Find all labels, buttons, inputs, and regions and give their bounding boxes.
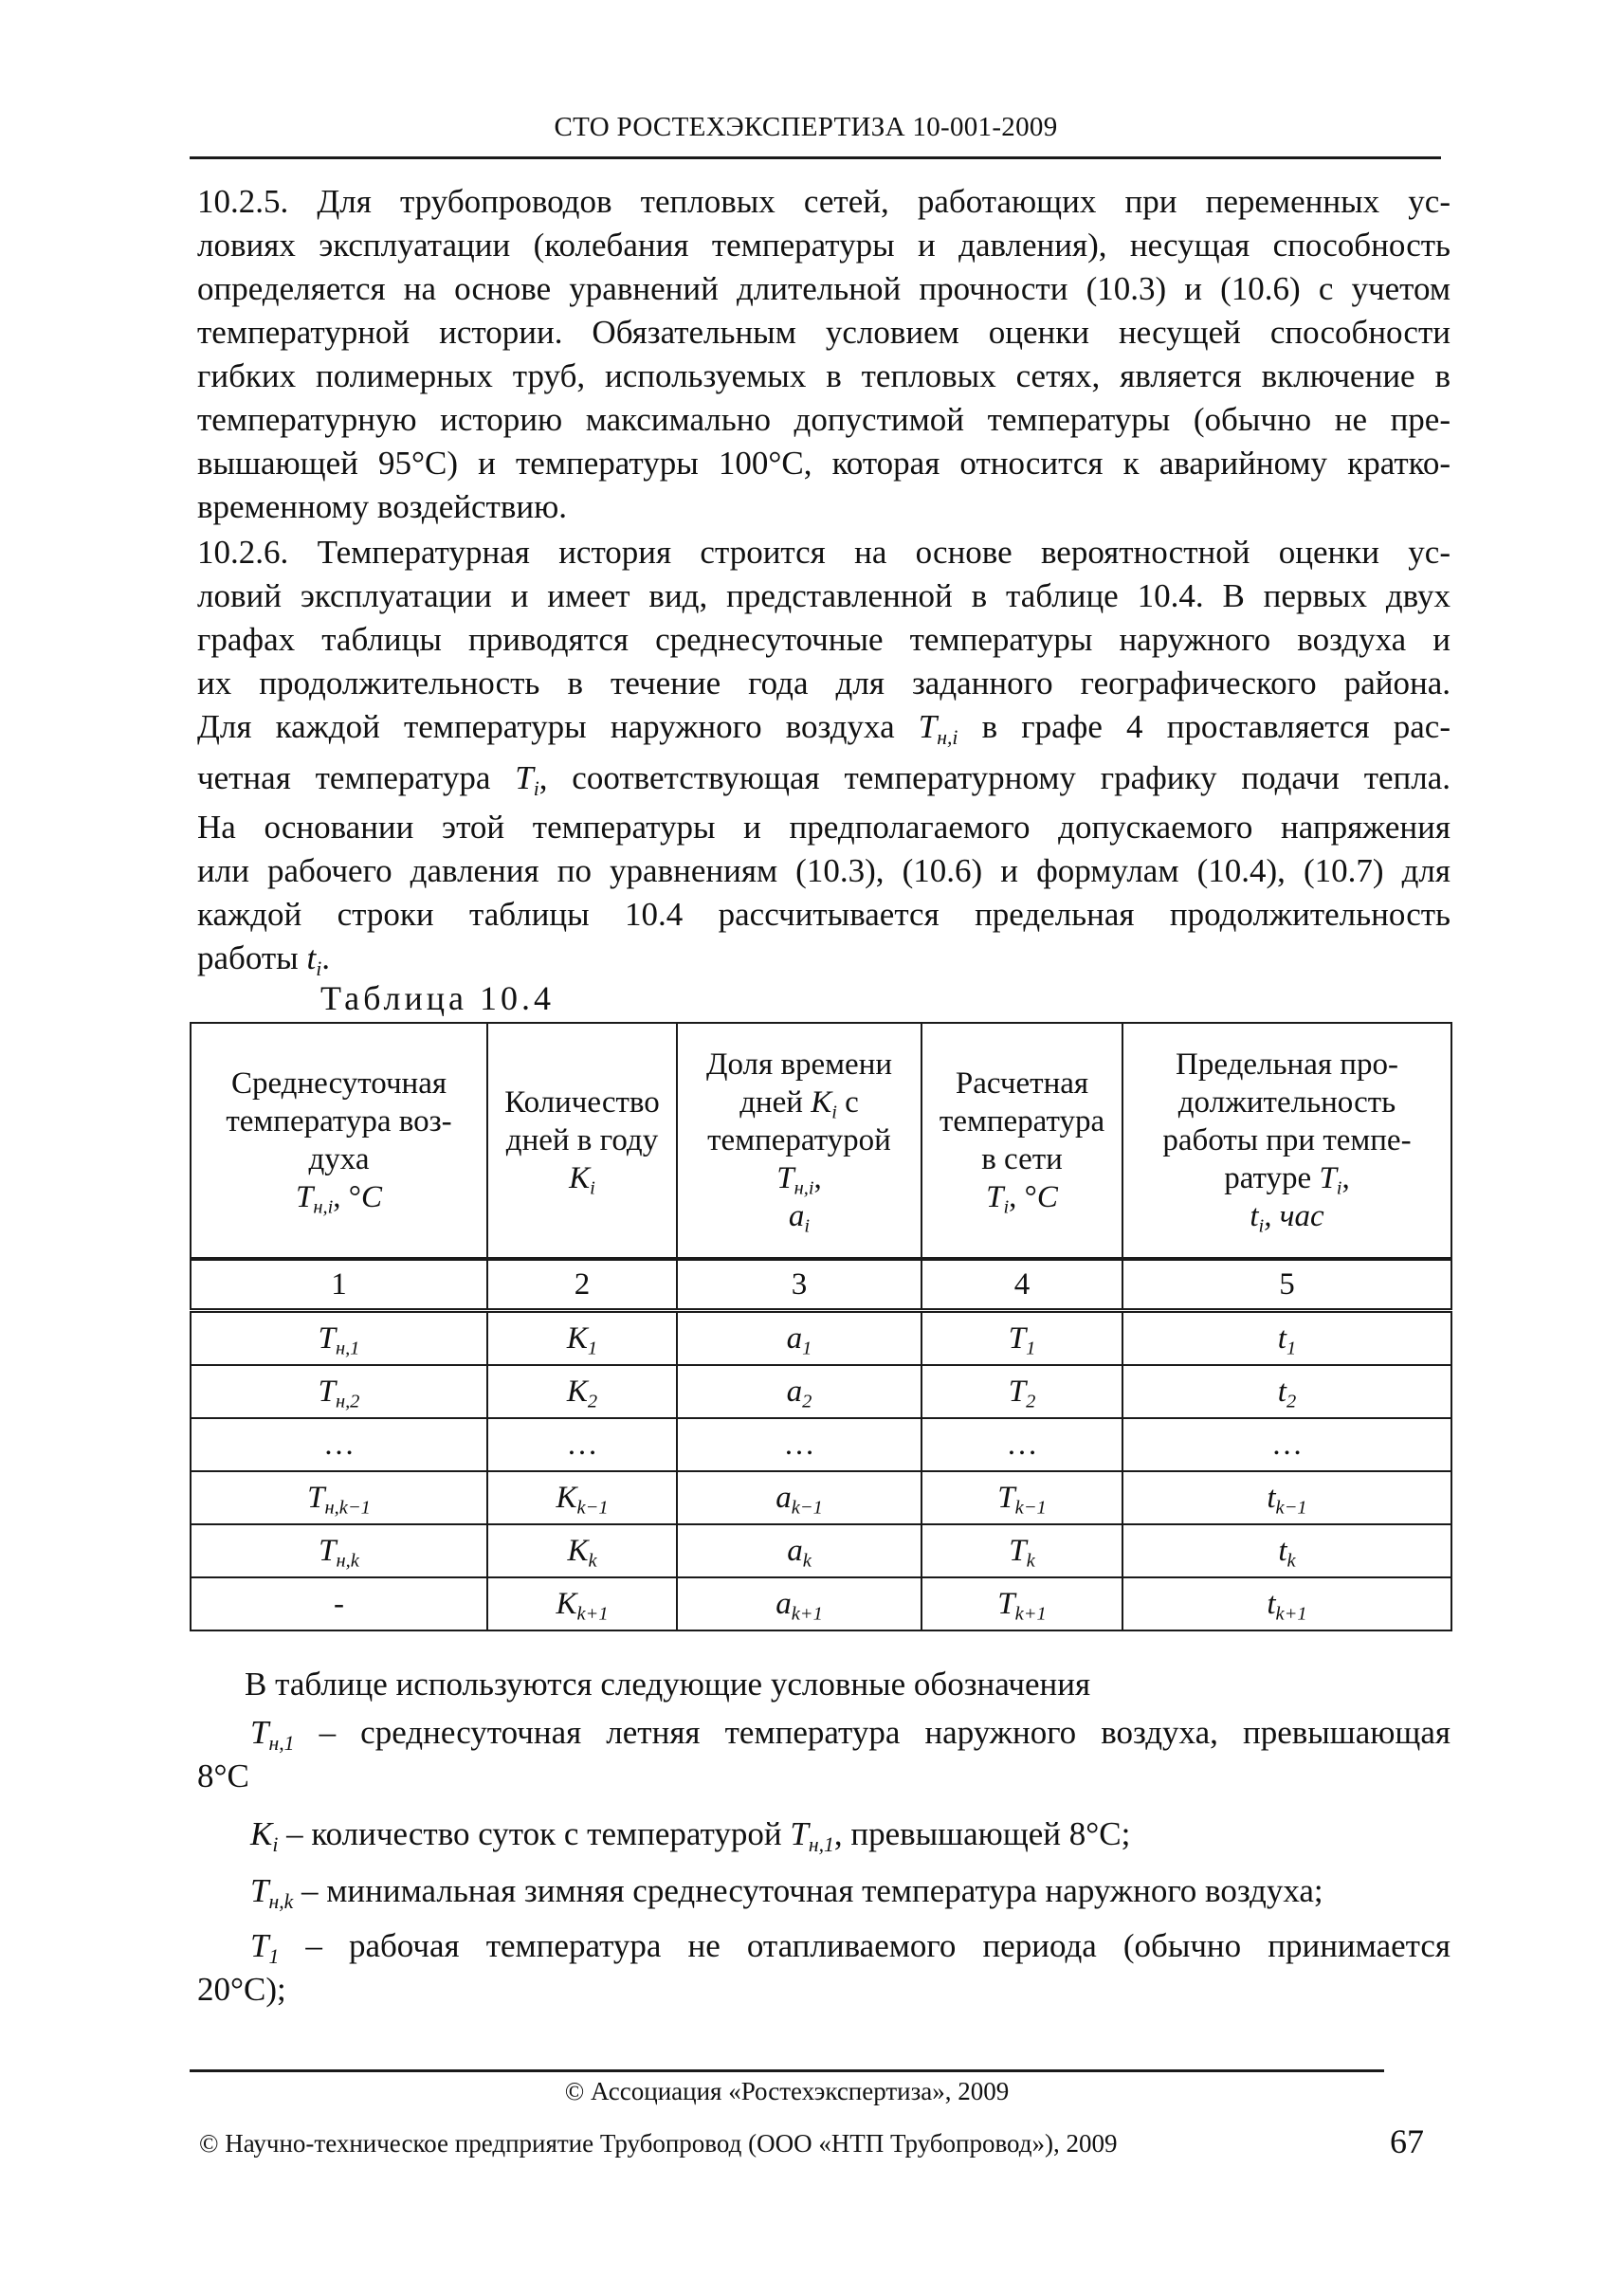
paragraph-10-2-5: [197, 180, 1451, 529]
header-time-fraction: Доля времени дней $K_i$ с температурой $T_{н,i}$, $a_i$: [677, 1023, 921, 1259]
document-header: СТО РОСТЕХЭКСПЕРТИЗА 10-001-2009: [554, 112, 1058, 142]
text-line: На основании этой температуры и предполагаемого допускаемого напряжения: [197, 809, 1451, 846]
text-line: гибких полимерных труб, используемых в тепловых сетях, является включение в: [197, 357, 1451, 394]
footer-copyright-association: © Ассоциация «Ростехэкспертиза», 2009: [564, 2077, 1010, 2105]
column-number-row: [191, 1259, 1451, 1311]
header-rule: [190, 156, 1441, 159]
paragraph-10-2-6: [197, 531, 1451, 980]
text-line-with-formula: Для каждой температуры наружного воздуха $T_{н,i}$ в графе 4 проставляется рас-: [197, 708, 1451, 749]
text-line: временному воздействию.: [197, 488, 567, 525]
text-line: ловиях эксплуатации (колебания температуры и давления), несущая способность: [197, 227, 1451, 264]
column-number: 3: [677, 1259, 921, 1311]
legend-item: $K_i$ – количество суток с температурой $T_{н,1}$, превышающей 8°С;: [250, 1815, 1131, 1856]
page-number: 67: [1390, 2122, 1424, 2160]
column-number: 5: [1122, 1259, 1451, 1311]
text-line: температурную историю максимально допустимой температуры (обычно не пре-: [197, 401, 1451, 438]
text-line-with-formula: работы $t_i$.: [197, 939, 330, 980]
text-line: температурной истории. Обязательным условием оценки несущей способности: [197, 314, 1451, 351]
legend-item: $T_{н,k}$ – минимальная зимняя среднесуточная температура наружного воздуха;: [250, 1872, 1323, 1913]
text-line: или рабочего давления по уравнениям (10.3), (10.6) и формулам (10.4), (10.7) для: [197, 852, 1451, 889]
text-line-with-formula: четная температура $T_i$, соответствующая температурному графику подачи тепла.: [197, 759, 1451, 800]
temperature-history-table: [190, 1022, 1452, 1631]
text-line: 10.2.6. Температурная история строится на основе вероятностной оценки ус-: [197, 534, 1451, 571]
text-line: ловий эксплуатации и имеет вид, представленной в таблице 10.4. В первых двух: [197, 577, 1451, 614]
legend-item: $T_1$ – рабочая температура не отапливаемого периода (обычно принимается 20°С);: [197, 1927, 1451, 2008]
table-row-ellipsis: … … … … …: [191, 1418, 1451, 1471]
text-line: 10.2.5. Для трубопроводов тепловых сетей, работающих при переменных ус-: [197, 183, 1451, 220]
symbol-t-small-i: $t_i$: [306, 939, 322, 980]
footer-copyright-ntp: © Научно-техническое предприятие Трубопровод (ООО «НТП Трубопровод»), 2009: [199, 2129, 1118, 2158]
table-row: $T_{н,2}$ $K_2$ $a_2$ $T_2$ $t_2$: [191, 1365, 1451, 1418]
legend-item: $T_{н,1}$ – среднесуточная летняя температура наружного воздуха, превышающая 8°С: [197, 1714, 1451, 1794]
header-limit-duration: Предельная про- должительность работы при темпе- ратуре $T_i$, $t_i$, час: [1122, 1023, 1451, 1259]
column-number: 1: [191, 1259, 487, 1311]
text-line: их продолжительность в течение года для заданного географического района.: [197, 665, 1451, 701]
table-row: $T_{н,k-1}$ $K_{k-1}$ $a_{k-1}$ $T_{k-1}$ $t_{k-1}$: [191, 1471, 1451, 1524]
column-number: 2: [487, 1259, 677, 1311]
text-line: определяется на основе уравнений длительной прочности (10.3) и (10.6) с учетом: [197, 270, 1451, 307]
table-caption: Таблица 10.4: [320, 979, 555, 1017]
symbol-t-i: $T_i$: [515, 759, 539, 800]
symbol-t-n-i: $T_{н,i}$: [918, 708, 958, 749]
header-avg-daily-temperature: Среднесуточная температура воз- духа $T_{н,i}$, °C: [191, 1023, 487, 1259]
table-row: - $K_{k+1}$ $a_{k+1}$ $T_{k+1}$ $t_{k+1}$: [191, 1577, 1451, 1630]
column-number: 4: [921, 1259, 1122, 1311]
legend-title: В таблице используются следующие условные обозначения: [245, 1666, 1091, 1703]
text-line: вышающей 95°С) и температуры 100°С, которая относится к аварийному кратко-: [197, 445, 1451, 482]
header-calculated-temperature: Расчетная температура в сети $T_i$, °C: [921, 1023, 1122, 1259]
table-row: $T_{н,k}$ $K_k$ $a_k$ $T_k$ $t_k$: [191, 1524, 1451, 1577]
table-row: $T_{н,1}$ $K_1$ $a_1$ $T_1$ $t_1$: [191, 1311, 1451, 1366]
header-days-per-year: Количество дней в году $K_i$: [487, 1023, 677, 1259]
footer-rule: [190, 2069, 1384, 2072]
text-line: графах таблицы приводятся среднесуточные температуры наружного воздуха и: [197, 621, 1451, 658]
text-line: каждой строки таблицы 10.4 рассчитывается предельная продолжительность: [197, 896, 1451, 933]
